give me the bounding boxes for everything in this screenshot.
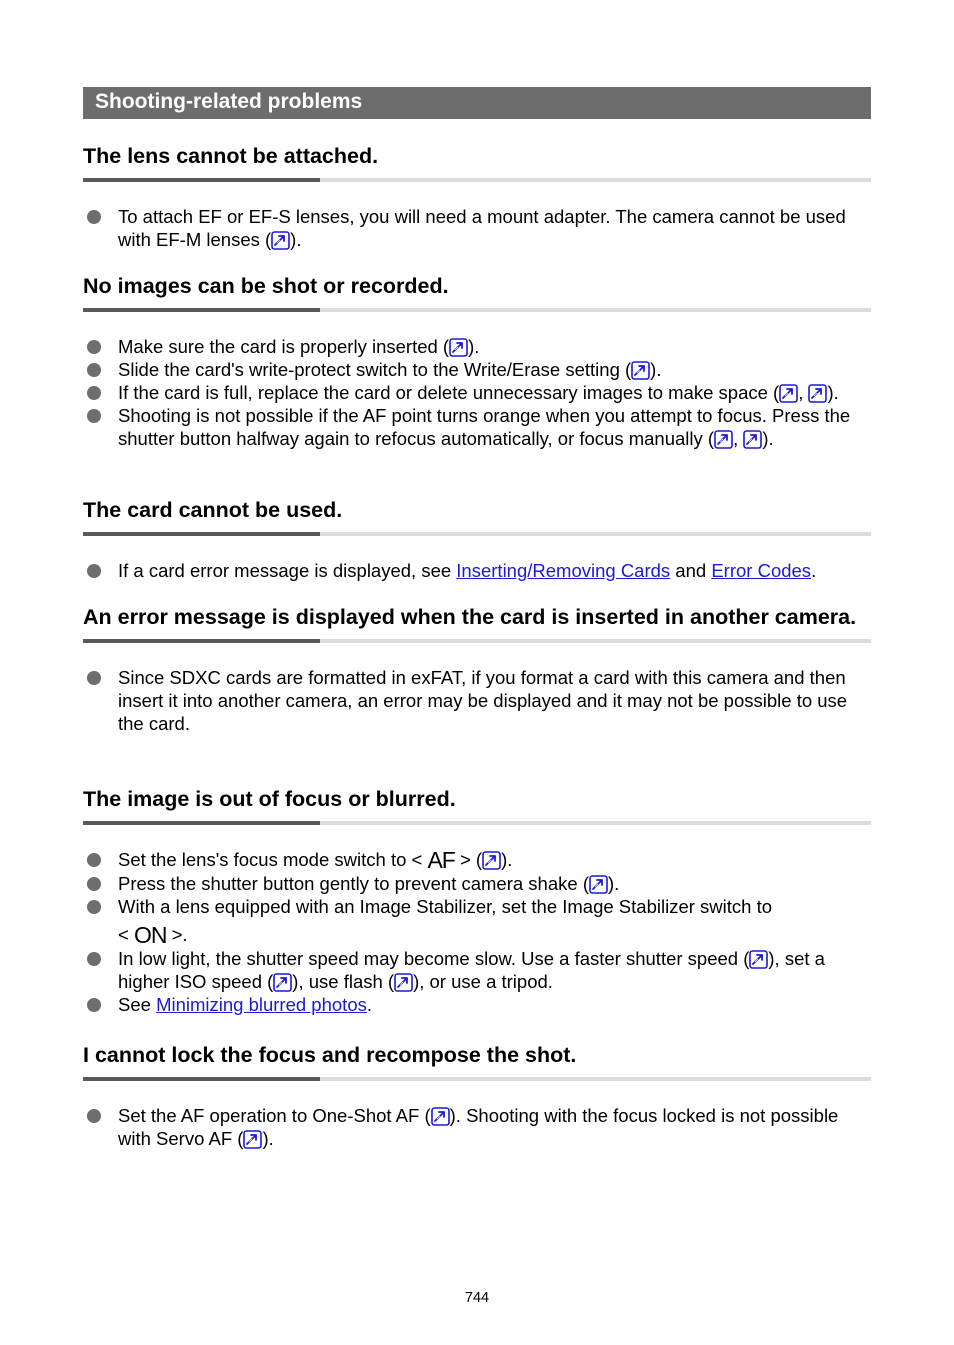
bullet-icon	[87, 671, 101, 685]
heading-rule	[83, 1077, 871, 1081]
bullet-icon	[87, 386, 101, 400]
af-symbol: AF	[427, 847, 455, 873]
page-reference-icon[interactable]	[808, 384, 827, 403]
section-heading: I cannot lock the focus and recompose the shot.	[83, 1043, 577, 1067]
page-reference-icon[interactable]	[589, 875, 608, 894]
page-reference-icon[interactable]	[482, 851, 501, 870]
heading-rule	[83, 821, 871, 825]
page-reference-icon[interactable]	[631, 361, 650, 380]
page-reference-icon[interactable]	[779, 384, 798, 403]
list-item: If a card error message is displayed, see Inserting/Removing Cards and Error Codes.	[83, 559, 871, 582]
list-item: If the card is full, replace the card or delete unnecessary images to make space ( , ).	[83, 381, 871, 404]
page-number: 744	[464, 1290, 490, 1306]
section-focus-lock	[83, 1041, 871, 1150]
section-banner: Shooting-related problems	[83, 87, 871, 119]
section-heading: The image is out of focus or blurred.	[83, 787, 456, 811]
section-lens	[83, 142, 871, 251]
heading-rule	[83, 308, 871, 312]
bullet-icon	[87, 853, 101, 867]
page-reference-icon[interactable]	[749, 950, 768, 969]
bullet-icon	[87, 363, 101, 377]
bullet-icon	[87, 210, 101, 224]
page-reference-icon[interactable]	[714, 430, 733, 449]
list-item: With a lens equipped with an Image Stabilizer, set the Image Stabilizer switch to < ON >.	[83, 895, 871, 947]
section-heading: An error message is displayed when the card is inserted in another camera.	[83, 605, 857, 629]
page-reference-icon[interactable]	[431, 1107, 450, 1126]
on-symbol: ON	[133, 922, 167, 948]
page-reference-icon[interactable]	[243, 1130, 262, 1149]
bullet-icon	[87, 1109, 101, 1123]
section-card	[83, 496, 871, 582]
error-codes-link[interactable]: Error Codes	[711, 560, 812, 581]
heading-rule	[83, 639, 871, 643]
bullet-icon	[87, 877, 101, 891]
list-item: Slide the card's write-protect switch to the Write/Erase setting ( ).	[83, 358, 871, 381]
list-item: See Minimizing blurred photos.	[83, 993, 871, 1016]
list-item: In low light, the shutter speed may become slow. Use a faster shutter speed ( ), set a higher ISO speed ( ), use flash ( ), or use a tripod.	[83, 947, 871, 993]
bullet-icon	[87, 900, 101, 914]
page-reference-icon[interactable]	[394, 973, 413, 992]
section-no-images	[83, 272, 871, 450]
list-item: Press the shutter button gently to prevent camera shake ( ).	[83, 872, 871, 895]
section-heading: No images can be shot or recorded.	[83, 274, 449, 298]
list-item: Shooting is not possible if the AF point turns orange when you attempt to focus. Press the shutter button halfway again to refocus automatically, or focus manually ( , ).	[83, 404, 871, 450]
inserting-removing-cards-link[interactable]: Inserting/Removing Cards	[456, 560, 671, 581]
bullet-icon	[87, 409, 101, 423]
heading-rule	[83, 532, 871, 536]
list-item: Since SDXC cards are formatted in exFAT, if you format a card with this camera and then insert it into another camera, an error may be displayed and it may not be possible to use the card.	[83, 666, 871, 735]
page-reference-icon[interactable]	[271, 231, 290, 250]
list-item: To attach EF or EF-S lenses, you will need a mount adapter. The camera cannot be used with EF-M lenses ( ).	[83, 205, 871, 251]
heading-rule	[83, 178, 871, 182]
page-reference-icon[interactable]	[449, 338, 468, 357]
list-item: Make sure the card is properly inserted ( ).	[83, 335, 871, 358]
section-focus	[83, 785, 871, 1016]
bullet-icon	[87, 952, 101, 966]
bullet-icon	[87, 564, 101, 578]
section-heading: The card cannot be used.	[83, 498, 343, 522]
list-item: Set the lens's focus mode switch to < AF > ( ).	[83, 848, 871, 872]
page-reference-icon[interactable]	[743, 430, 762, 449]
bullet-icon	[87, 998, 101, 1012]
minimizing-blurred-photos-link[interactable]: Minimizing blurred photos	[156, 994, 367, 1015]
section-heading: The lens cannot be attached.	[83, 144, 379, 168]
page-reference-icon[interactable]	[273, 973, 292, 992]
list-item: Set the AF operation to One-Shot AF ( ). Shooting with the focus locked is not possible with Servo AF ( ).	[83, 1104, 871, 1150]
bullet-icon	[87, 340, 101, 354]
section-error-message	[83, 603, 871, 735]
